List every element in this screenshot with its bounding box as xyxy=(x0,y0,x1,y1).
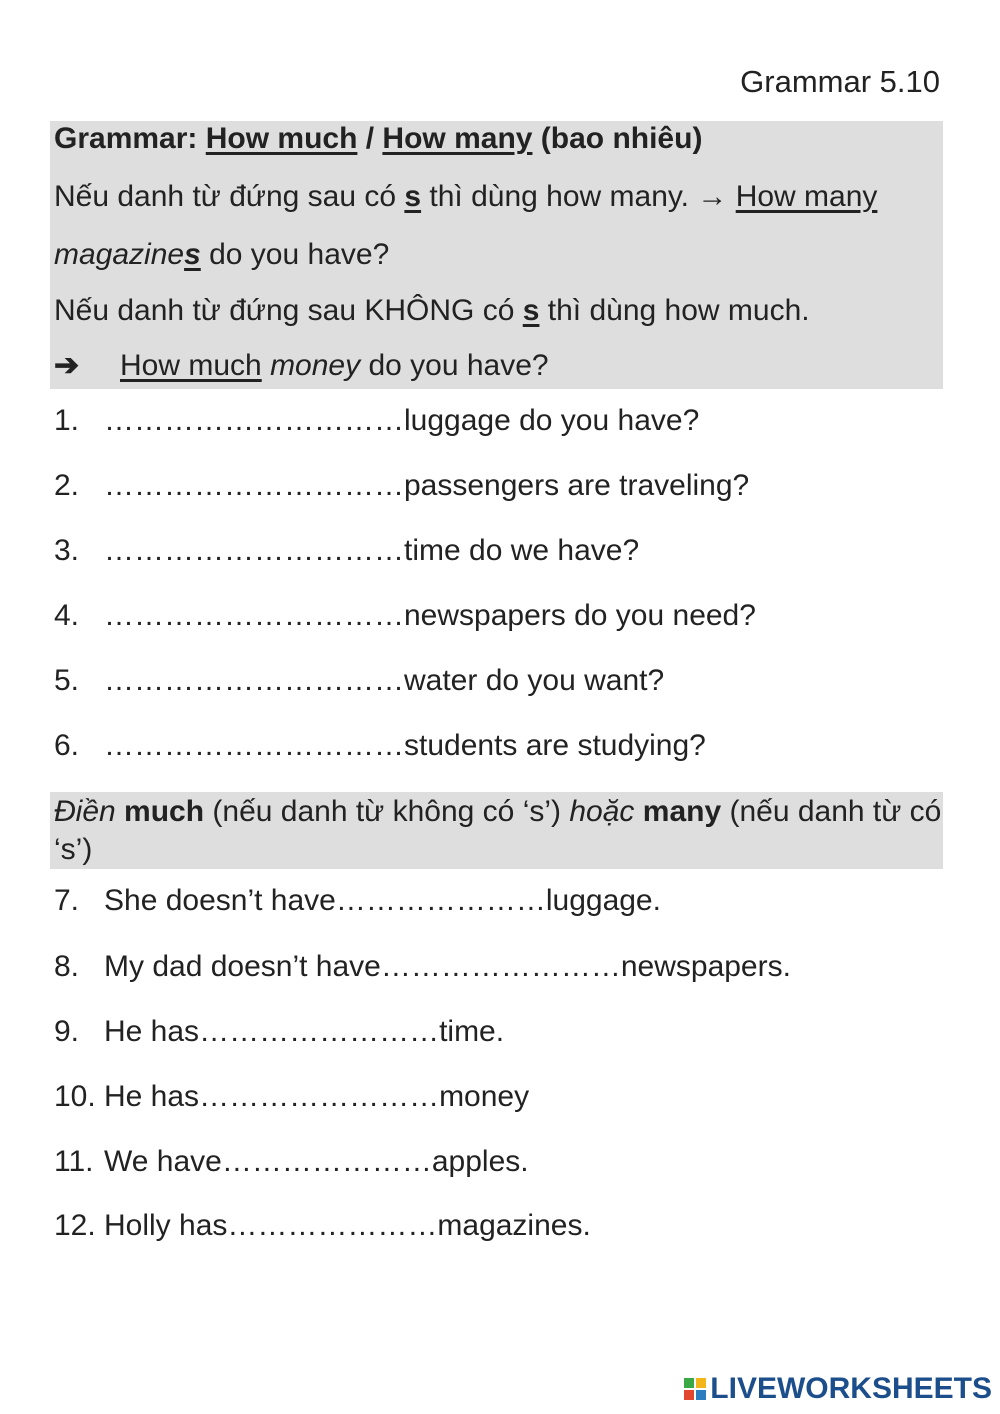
rule-much-example xyxy=(54,348,549,383)
answer-blank[interactable]: ………………………… xyxy=(104,534,404,567)
question-text: time do we have? xyxy=(404,534,640,567)
example-word-s: s xyxy=(184,238,201,271)
example-word-magazine: magazine xyxy=(54,238,185,271)
question-text: students are studying? xyxy=(404,729,706,762)
question-1 xyxy=(54,404,699,438)
title-prefix: Grammar: xyxy=(54,122,206,155)
answer-blank[interactable]: …………………… xyxy=(199,1015,440,1048)
question-number: 4. xyxy=(54,599,80,632)
question-number: 12. xyxy=(54,1209,96,1242)
rule-much-part1: Nếu danh từ đứng sau KHÔNG có xyxy=(54,294,523,327)
question-before: She doesn’t have xyxy=(104,884,336,917)
question-after: magazines. xyxy=(437,1209,591,1242)
logo-text: LIVEWORKSHEETS xyxy=(710,1372,992,1405)
question-number: 11. xyxy=(54,1145,94,1178)
question-4 xyxy=(54,599,756,633)
question-text: newspapers do you need? xyxy=(404,599,756,632)
answer-blank[interactable]: ………………… xyxy=(335,884,546,917)
question-6 xyxy=(54,729,706,763)
answer-blank[interactable]: ………………… xyxy=(221,1145,432,1178)
liveworksheets-logo[interactable] xyxy=(684,1372,992,1406)
arrow-icon: → xyxy=(697,180,728,213)
question-before: He has xyxy=(104,1015,200,1048)
question-number: 1. xyxy=(54,404,80,437)
answer-blank[interactable]: ………………………… xyxy=(104,729,404,762)
answer-blank[interactable]: …………………… xyxy=(199,1080,440,1113)
title-suffix: (bao nhiêu) xyxy=(532,122,703,155)
question-number: 3. xyxy=(54,534,80,567)
logo-grid-icon xyxy=(684,1378,706,1400)
question-number: 8. xyxy=(54,950,80,983)
answer-blank[interactable]: ………………… xyxy=(227,1209,438,1242)
how-many-label: How many xyxy=(382,122,533,155)
instruction-mid2: (nếu danh từ có ‘s’) xyxy=(54,795,942,866)
question-after: time. xyxy=(439,1015,505,1048)
title-slash: / xyxy=(357,122,383,155)
question-after: apples. xyxy=(431,1145,529,1178)
arrow-icon: ➔ xyxy=(54,349,80,382)
page-label: Grammar 5.10 xyxy=(740,64,940,99)
answer-blank[interactable]: …………………… xyxy=(380,950,621,983)
rule-much-example-end: do you have? xyxy=(360,349,549,382)
rule-many-example-end: do you have? xyxy=(200,238,390,271)
rule-many-s: s xyxy=(404,180,422,213)
answer-blank[interactable]: ………………………… xyxy=(104,664,404,697)
logo-square xyxy=(696,1390,706,1400)
question-text: luggage do you have? xyxy=(404,404,700,437)
grammar-title xyxy=(54,122,702,156)
rule-much xyxy=(54,294,810,328)
question-before: Holly has xyxy=(104,1209,228,1242)
answer-blank[interactable]: ………………………… xyxy=(104,404,404,437)
instruction-much: much xyxy=(124,795,205,828)
question-before: My dad doesn’t have xyxy=(104,950,381,983)
question-number: 10. xyxy=(54,1080,96,1113)
question-after: newspapers. xyxy=(620,950,791,983)
rule-many-example xyxy=(54,238,389,272)
question-12 xyxy=(54,1209,591,1243)
logo-square xyxy=(684,1378,694,1388)
answer-blank[interactable]: ………………………… xyxy=(104,469,404,502)
question-number: 5. xyxy=(54,664,80,697)
question-number: 6. xyxy=(54,729,80,762)
question-8 xyxy=(54,950,791,984)
question-text: passengers are traveling? xyxy=(404,469,750,502)
question-9 xyxy=(54,1015,504,1049)
rule-many-part2: thì dùng how many. xyxy=(421,180,698,213)
question-3 xyxy=(54,534,639,568)
question-text: water do you want? xyxy=(404,664,665,697)
rule-many xyxy=(54,180,877,214)
rule-many-example-start: How many xyxy=(735,180,878,213)
logo-square xyxy=(696,1378,706,1388)
example-word-money: money xyxy=(270,349,361,382)
instruction-many: many xyxy=(642,795,722,828)
question-number: 2. xyxy=(54,469,80,502)
answer-blank[interactable]: ………………………… xyxy=(104,599,404,632)
rule-much-part2: thì dùng how much. xyxy=(539,294,810,327)
instruction-or: hoặc xyxy=(569,795,635,828)
question-before: He has xyxy=(104,1080,200,1113)
instruction-text xyxy=(54,793,942,869)
logo-square xyxy=(684,1390,694,1400)
question-after: money xyxy=(439,1080,530,1113)
question-after: luggage. xyxy=(545,884,661,917)
instruction-fill: Điền xyxy=(54,795,116,828)
question-5 xyxy=(54,664,664,698)
question-7 xyxy=(54,884,661,918)
instruction-mid1: (nếu danh từ không có ‘s’) xyxy=(204,795,570,828)
question-number: 7. xyxy=(54,884,80,917)
how-much-label: How much xyxy=(205,122,358,155)
rule-much-s: s xyxy=(522,294,540,327)
rule-much-example-start: How much xyxy=(120,349,262,382)
rule-many-part1: Nếu danh từ đứng sau có xyxy=(54,180,405,213)
question-11 xyxy=(54,1145,529,1179)
question-10 xyxy=(54,1080,529,1114)
question-number: 9. xyxy=(54,1015,80,1048)
question-before: We have xyxy=(104,1145,222,1178)
question-2 xyxy=(54,469,749,503)
